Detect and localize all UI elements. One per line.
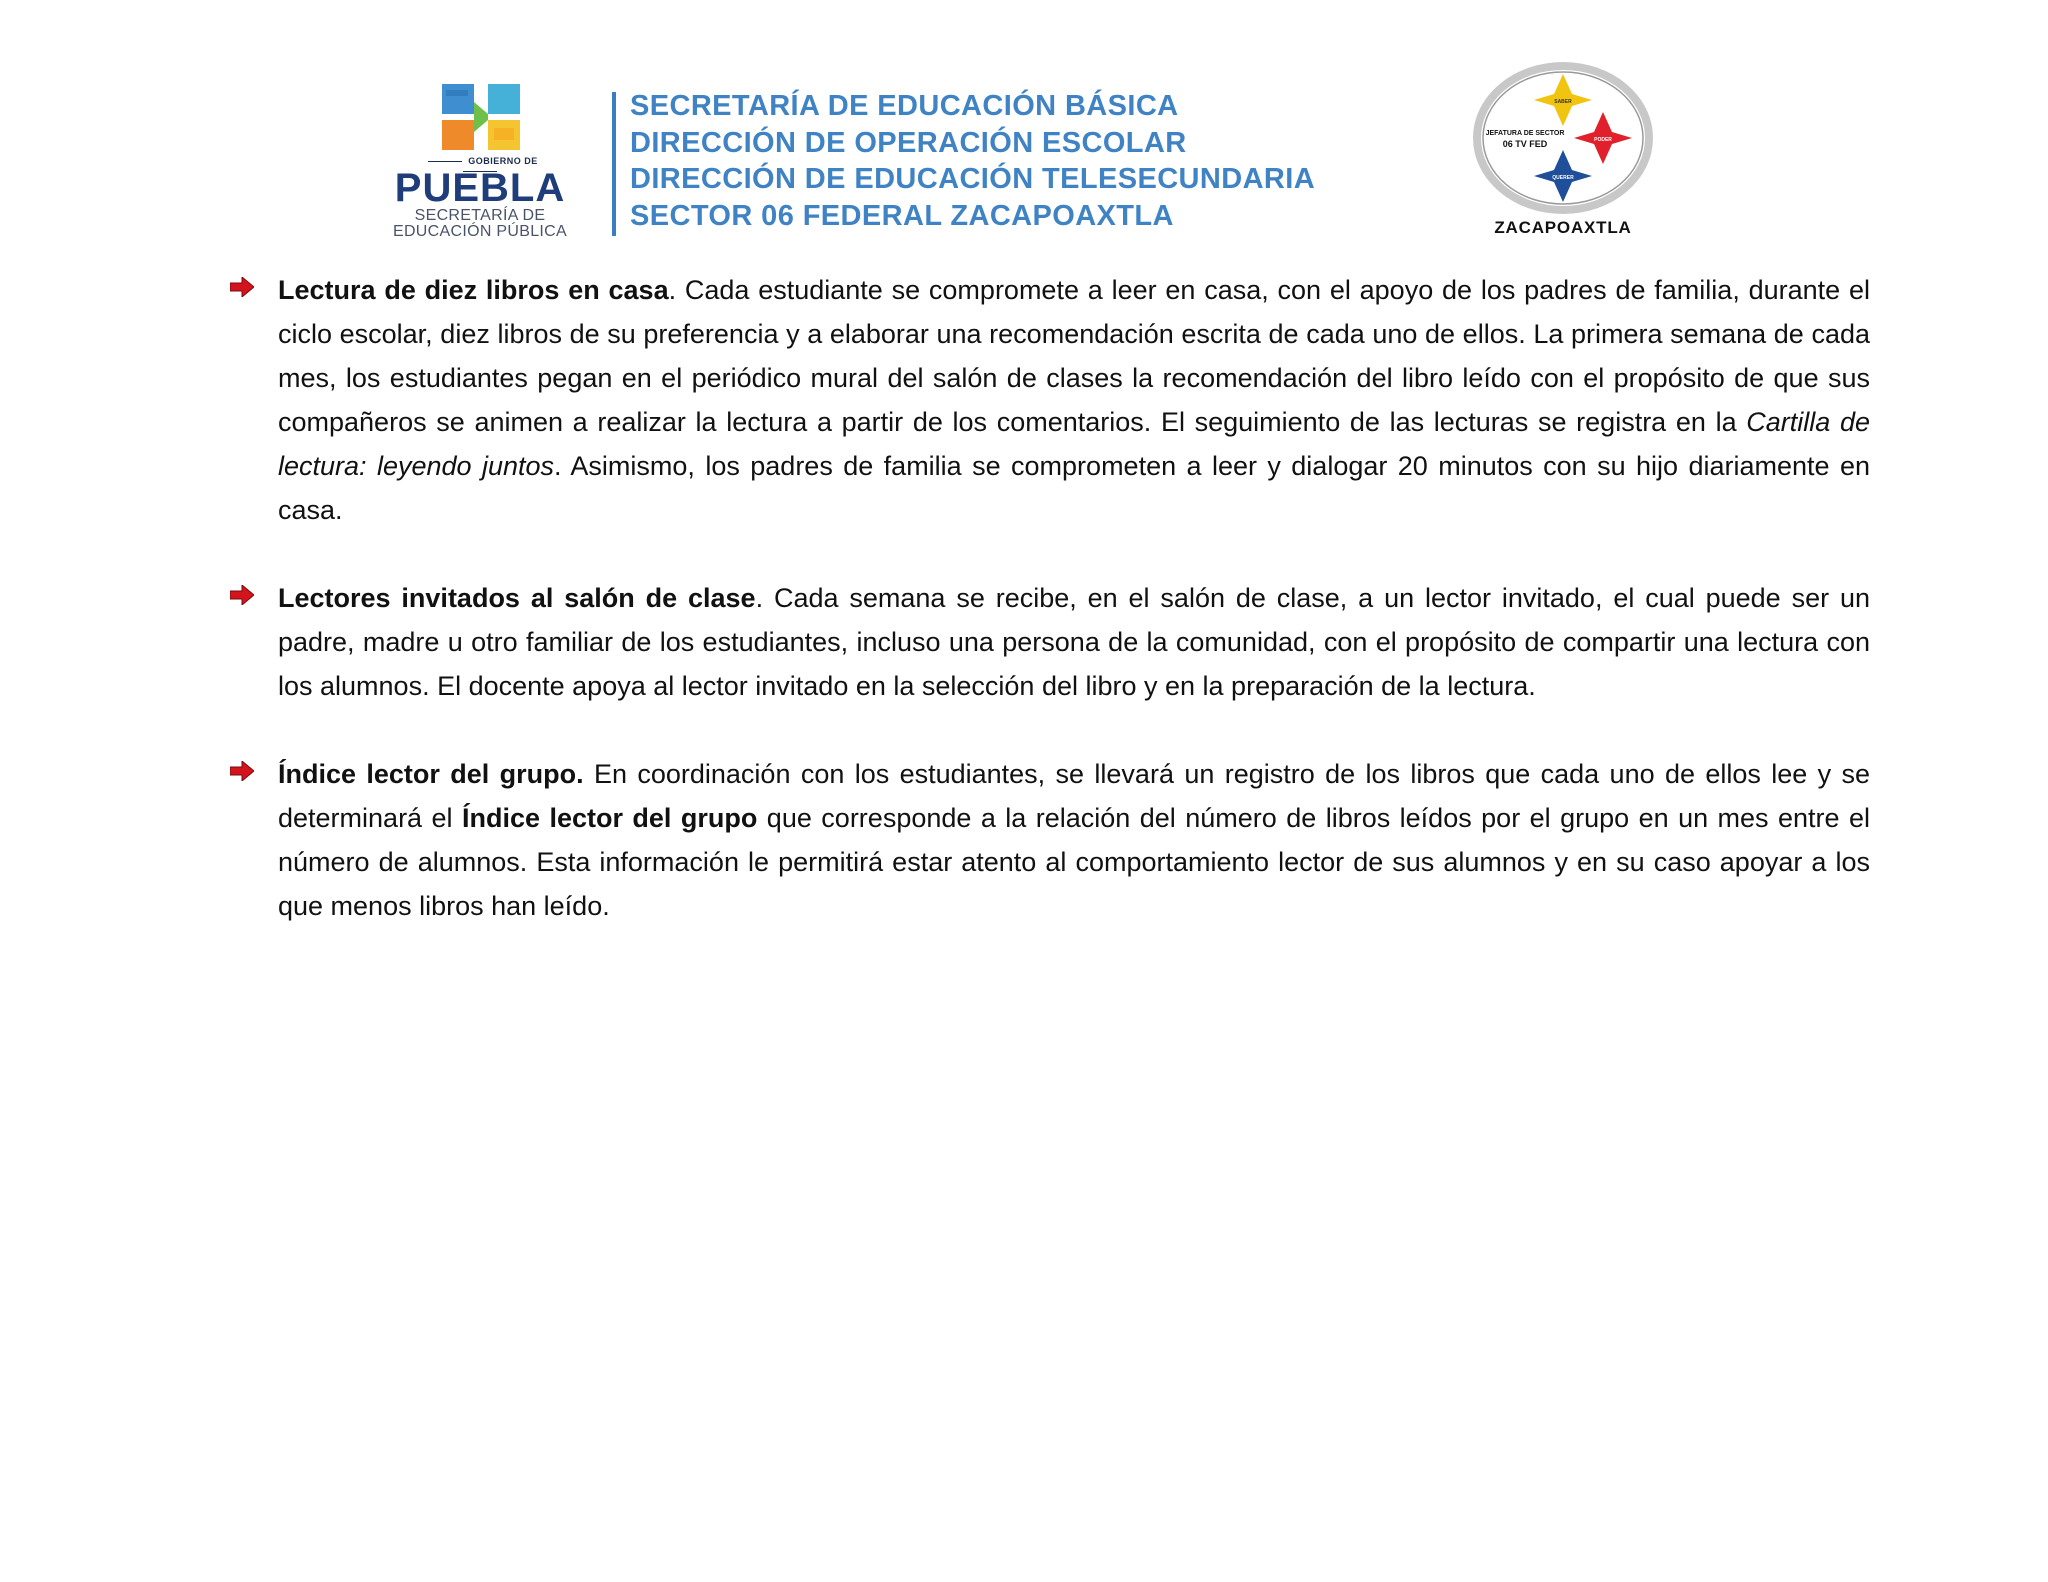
item-text: . Asimismo, los padres de familia se comprometen a leer y dialogar 20 minutos con su hijo diariamente en casa. [278,451,1871,525]
header-titles [630,88,1315,234]
sector-logo [1468,58,1658,248]
header-line-2: DIRECCIÓN DE OPERACIÓN ESCOLAR [630,126,1187,159]
puebla-name: PUEBLA [394,166,566,210]
item-text: En coordinación con los estudiantes, se llevará un registro de los libros que cada uno de ellos lee y se determinará el [278,759,1870,833]
list-item [230,268,1870,532]
paragraph-lectores-invitados [278,576,1870,708]
puebla-subtitle-line-2: EDUCACIÓN PÚBLICA [392,223,568,240]
list-item [230,752,1870,928]
list-item [230,576,1870,708]
header-line-4: SECTOR 06 FEDERAL ZACAPOAXTLA [630,199,1174,232]
star-bottom-label: QUERER [1552,175,1574,181]
puebla-cubes-icon [438,80,524,154]
item-bold: Índice lector del grupo [461,803,758,833]
item-text: . Cada estudiante se compromete a leer en casa, con el apoyo de los padres de familia, durante el ciclo escolar, diez libros de su preferencia y a elaborar una recomendación escrita de cada uno de ellos. La primera semana de cada mes, los estudiantes pegan en el periódico mural del salón de clases la recomendación del libro leído con el propósito de que sus compañeros se animen a realizar la lectura a partir de los comentarios. El seguimiento de las lecturas se registra en la [278,275,1870,437]
arrow-bullet-icon [230,761,254,781]
item-title: Lectores invitados al salón de clase [278,583,756,613]
header-line-3: DIRECCIÓN DE EDUCACIÓN TELESECUNDARIA [630,163,1316,195]
arrow-bullet-icon [230,277,254,297]
item-title: Lectura de diez libros en casa [278,275,669,305]
sector-emblem-icon [1468,58,1658,218]
document-body [230,268,1870,972]
paragraph-lectura-casa [278,268,1870,532]
star-top-label: SABER [1554,99,1572,105]
paragraph-indice-lector [278,752,1870,928]
puebla-subtitle [380,208,580,240]
star-right-label: PODER [1594,137,1612,143]
item-text: . Cada semana se recibe, en el salón de clase, a un lector invitado, el cual puede ser un padre, madre u otro familiar de los estudiantes, incluso una persona de la comunidad, con el propósito de compartir una lectura con los alumnos. El docente apoya al lector invitado en la selección del libro y en la preparación de la lectura. [278,583,1870,701]
item-title: Índice lector del grupo. [278,759,584,789]
item-text: que corresponde a la relación del número de libros leídos por el grupo en un mes entre el número de alumnos. Esta información le permitirá estar atento al comportamiento lector de sus alumnos y en su caso apoyar a los que menos libros han leído. [278,803,1870,921]
puebla-logo [380,78,580,238]
sector-center-line-2: 06 TV FED [1502,139,1548,149]
header-line-1: SECRETARÍA DE EDUCACIÓN BÁSICA [630,90,1179,122]
item-italic: Cartilla de lectura: leyendo juntos [278,407,1870,481]
sector-center-line-1: JEFATURA DE SECTOR [1485,130,1565,137]
arrow-bullet-icon [230,585,254,605]
header-divider [612,92,616,236]
puebla-subtitle-line-1: SECRETARÍA DE [414,207,546,224]
sector-caption: ZACAPOAXTLA [1494,218,1632,237]
document-header [0,0,2048,250]
puebla-gobierno-text: GOBIERNO DE [400,156,560,176]
